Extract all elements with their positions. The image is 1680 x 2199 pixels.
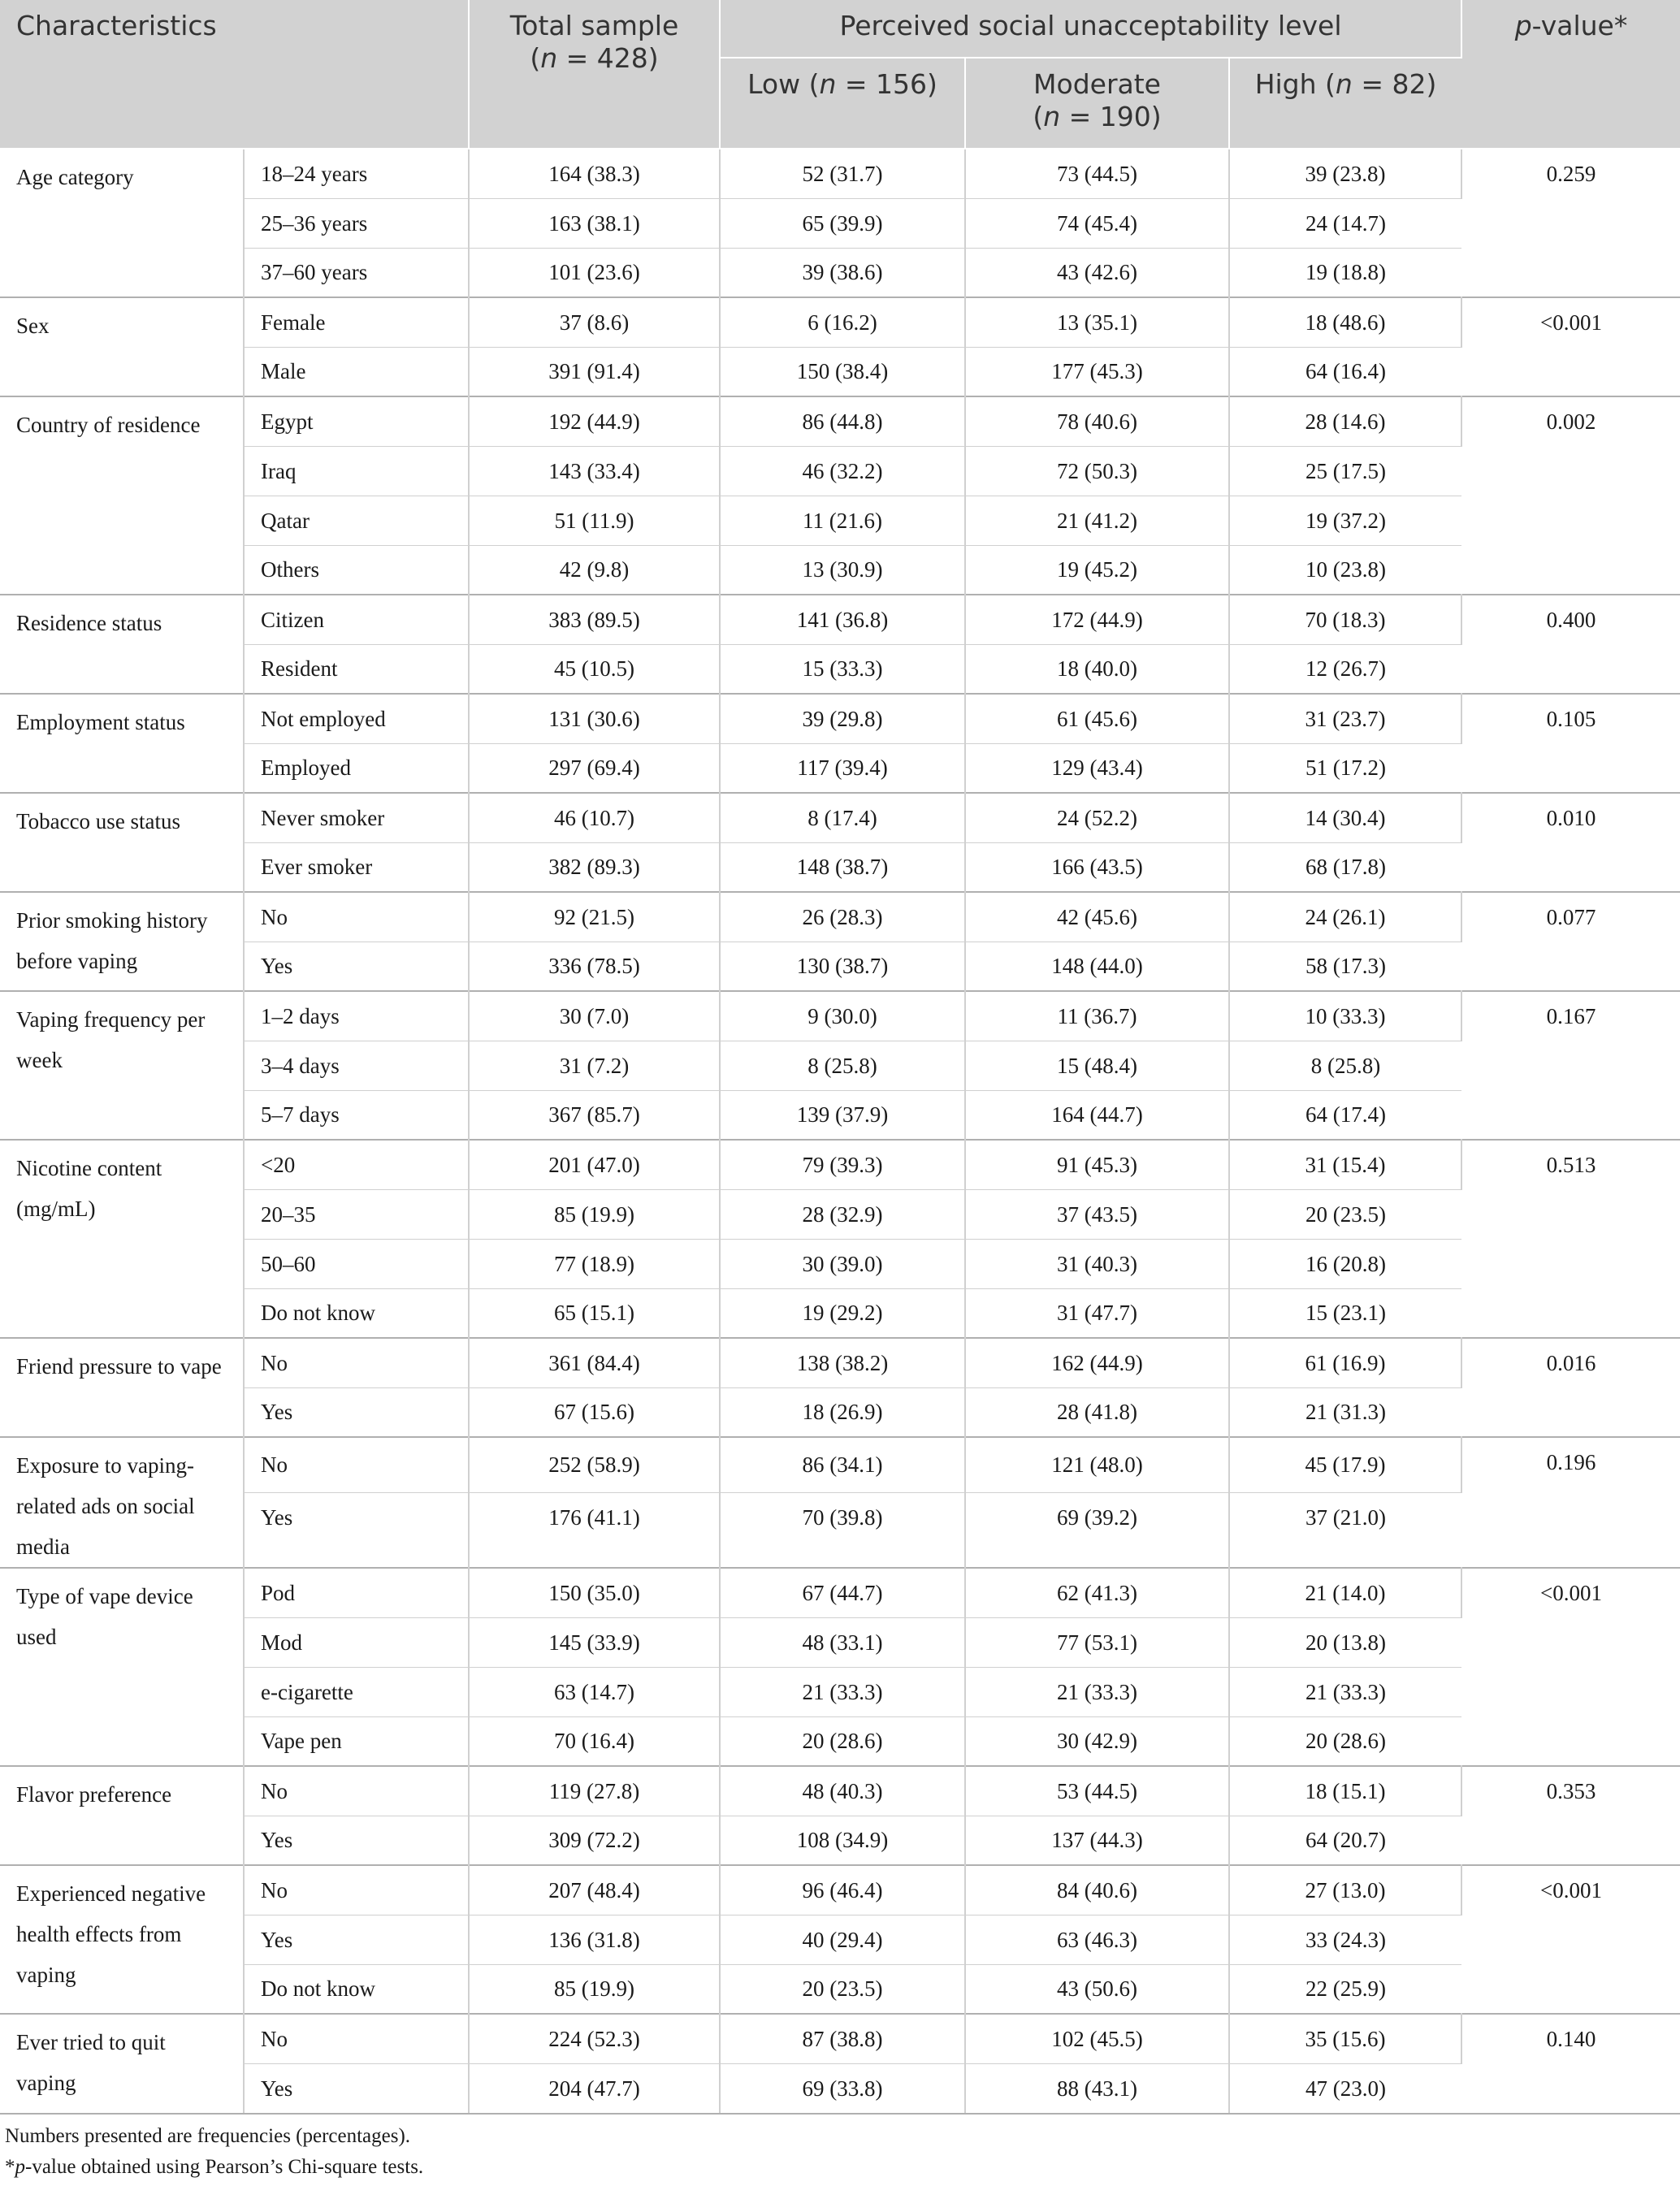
cell-level: Male <box>244 347 469 396</box>
cell-moderate: 63 (46.3) <box>965 1915 1229 1964</box>
table-row <box>0 1437 1680 1492</box>
cell-total: 45 (10.5) <box>469 644 720 694</box>
cell-moderate: 162 (44.9) <box>965 1338 1229 1387</box>
cell-moderate: 164 (44.7) <box>965 1090 1229 1140</box>
cell-moderate: 19 (45.2) <box>965 545 1229 595</box>
characteristic-label: Employment status <box>0 694 244 793</box>
cell-low: 39 (38.6) <box>720 248 965 297</box>
cell-moderate: 137 (44.3) <box>965 1816 1229 1865</box>
cell-moderate: 91 (45.3) <box>965 1140 1229 1189</box>
cell-moderate: 11 (36.7) <box>965 991 1229 1041</box>
table-row <box>0 1667 1680 1716</box>
cell-high: 64 (16.4) <box>1229 347 1461 396</box>
p-value: 0.167 <box>1461 991 1680 1140</box>
table-row <box>0 1766 1680 1816</box>
cell-level: Egypt <box>244 396 469 446</box>
cell-high: 12 (26.7) <box>1229 644 1461 694</box>
p-value: 0.016 <box>1461 1338 1680 1437</box>
cell-total: 85 (19.9) <box>469 1189 720 1239</box>
cell-moderate: 69 (39.2) <box>965 1492 1229 1568</box>
cell-total: 164 (38.3) <box>469 149 720 198</box>
table-row <box>0 1492 1680 1568</box>
cell-high: 31 (23.7) <box>1229 694 1461 743</box>
cell-high: 10 (23.8) <box>1229 545 1461 595</box>
cell-level: Ever smoker <box>244 842 469 892</box>
cell-low: 48 (40.3) <box>720 1766 965 1816</box>
characteristic-label: Age category <box>0 149 244 297</box>
cell-low: 6 (16.2) <box>720 297 965 347</box>
cell-low: 86 (34.1) <box>720 1437 965 1492</box>
cell-total: 143 (33.4) <box>469 446 720 496</box>
cell-low: 8 (17.4) <box>720 793 965 842</box>
cell-high: 10 (33.3) <box>1229 991 1461 1041</box>
cell-moderate: 148 (44.0) <box>965 942 1229 991</box>
cell-high: 31 (15.4) <box>1229 1140 1461 1189</box>
table-row <box>0 1568 1680 1617</box>
cell-total: 101 (23.6) <box>469 248 720 297</box>
cell-level: Pod <box>244 1568 469 1617</box>
cell-level: Not employed <box>244 694 469 743</box>
cell-high: 16 (20.8) <box>1229 1239 1461 1288</box>
header-low: Low (n = 156) <box>720 58 965 149</box>
cell-low: 141 (36.8) <box>720 595 965 644</box>
characteristic-label: Ever tried to quit vaping <box>0 2014 244 2113</box>
cell-level: Vape pen <box>244 1716 469 1766</box>
cell-level: Mod <box>244 1617 469 1667</box>
cell-high: 45 (17.9) <box>1229 1437 1461 1492</box>
cell-high: 18 (48.6) <box>1229 297 1461 347</box>
cell-moderate: 88 (43.1) <box>965 2063 1229 2113</box>
cell-moderate: 121 (48.0) <box>965 1437 1229 1492</box>
cell-total: 361 (84.4) <box>469 1338 720 1387</box>
header-high: High (n = 82) <box>1229 58 1461 149</box>
p-value: 0.105 <box>1461 694 1680 793</box>
cell-low: 70 (39.8) <box>720 1492 965 1568</box>
cell-total: 150 (35.0) <box>469 1568 720 1617</box>
cell-total: 30 (7.0) <box>469 991 720 1041</box>
cell-level: Others <box>244 545 469 595</box>
characteristic-label: Prior smoking history before vaping <box>0 892 244 991</box>
cell-moderate: 28 (41.8) <box>965 1387 1229 1437</box>
cell-high: 28 (14.6) <box>1229 396 1461 446</box>
cell-low: 52 (31.7) <box>720 149 965 198</box>
cell-total: 131 (30.6) <box>469 694 720 743</box>
cell-moderate: 73 (44.5) <box>965 149 1229 198</box>
table-row <box>0 1915 1680 1964</box>
cell-level: 25–36 years <box>244 198 469 248</box>
cell-low: 96 (46.4) <box>720 1865 965 1915</box>
cell-low: 117 (39.4) <box>720 743 965 793</box>
table-row <box>0 1288 1680 1338</box>
cell-low: 8 (25.8) <box>720 1041 965 1090</box>
table-row <box>0 396 1680 446</box>
table-row <box>0 1617 1680 1667</box>
table-row <box>0 1239 1680 1288</box>
cell-level: Yes <box>244 1387 469 1437</box>
cell-low: 86 (44.8) <box>720 396 965 446</box>
cell-low: 130 (38.7) <box>720 942 965 991</box>
p-value: 0.196 <box>1461 1437 1680 1568</box>
cell-moderate: 72 (50.3) <box>965 446 1229 496</box>
cell-total: 207 (48.4) <box>469 1865 720 1915</box>
table-row <box>0 2014 1680 2063</box>
cell-low: 108 (34.9) <box>720 1816 965 1865</box>
cell-moderate: 31 (40.3) <box>965 1239 1229 1288</box>
table-row <box>0 694 1680 743</box>
p-value: 0.400 <box>1461 595 1680 694</box>
cell-moderate: 84 (40.6) <box>965 1865 1229 1915</box>
table-row <box>0 1865 1680 1915</box>
characteristic-label: Vaping frequency per week <box>0 991 244 1140</box>
p-value: <0.001 <box>1461 1568 1680 1766</box>
header-total-label: Total sample <box>509 10 679 41</box>
cell-moderate: 18 (40.0) <box>965 644 1229 694</box>
p-value: <0.001 <box>1461 297 1680 396</box>
cell-low: 148 (38.7) <box>720 842 965 892</box>
cell-level: No <box>244 2014 469 2063</box>
cell-level: Never smoker <box>244 793 469 842</box>
cell-level: 3–4 days <box>244 1041 469 1090</box>
cell-total: 309 (72.2) <box>469 1816 720 1865</box>
cell-moderate: 166 (43.5) <box>965 842 1229 892</box>
cell-low: 39 (29.8) <box>720 694 965 743</box>
cell-total: 67 (15.6) <box>469 1387 720 1437</box>
cell-level: Yes <box>244 1816 469 1865</box>
table-row <box>0 644 1680 694</box>
cell-high: 61 (16.9) <box>1229 1338 1461 1387</box>
cell-moderate: 53 (44.5) <box>965 1766 1229 1816</box>
cell-high: 20 (28.6) <box>1229 1716 1461 1766</box>
characteristic-label: Experienced negative health effects from vaping <box>0 1865 244 2014</box>
table-row <box>0 743 1680 793</box>
cell-low: 18 (26.9) <box>720 1387 965 1437</box>
cell-moderate: 30 (42.9) <box>965 1716 1229 1766</box>
cell-moderate: 61 (45.6) <box>965 694 1229 743</box>
cell-low: 20 (28.6) <box>720 1716 965 1766</box>
cell-low: 13 (30.9) <box>720 545 965 595</box>
header-total-sample: Total sample (n = 428) <box>469 0 720 149</box>
table-row <box>0 2063 1680 2113</box>
table-row <box>0 198 1680 248</box>
cell-low: 21 (33.3) <box>720 1667 965 1716</box>
table-row <box>0 149 1680 198</box>
cell-high: 21 (31.3) <box>1229 1387 1461 1437</box>
cell-total: 119 (27.8) <box>469 1766 720 1816</box>
header-group-label: Perceived social unacceptability level <box>720 0 1461 58</box>
table-row <box>0 892 1680 942</box>
cell-low: 138 (38.2) <box>720 1338 965 1387</box>
cell-low: 11 (21.6) <box>720 496 965 545</box>
cell-high: 21 (33.3) <box>1229 1667 1461 1716</box>
cell-level: Citizen <box>244 595 469 644</box>
cell-level: Iraq <box>244 446 469 496</box>
cell-level: Do not know <box>244 1964 469 2014</box>
p-value: 0.140 <box>1461 2014 1680 2113</box>
p-value: 0.353 <box>1461 1766 1680 1865</box>
cell-level: Do not know <box>244 1288 469 1338</box>
characteristic-label: Nicotine content (mg/mL) <box>0 1140 244 1338</box>
cell-total: 176 (41.1) <box>469 1492 720 1568</box>
cell-low: 9 (30.0) <box>720 991 965 1041</box>
cell-high: 19 (37.2) <box>1229 496 1461 545</box>
cell-high: 20 (23.5) <box>1229 1189 1461 1239</box>
cell-level: Yes <box>244 942 469 991</box>
cell-high: 20 (13.8) <box>1229 1617 1461 1667</box>
footnotes <box>0 2113 1680 2183</box>
cell-level: 1–2 days <box>244 991 469 1041</box>
cell-level: Female <box>244 297 469 347</box>
cell-low: 65 (39.9) <box>720 198 965 248</box>
cell-low: 19 (29.2) <box>720 1288 965 1338</box>
cell-level: 5–7 days <box>244 1090 469 1140</box>
cell-level: 50–60 <box>244 1239 469 1288</box>
cell-high: 25 (17.5) <box>1229 446 1461 496</box>
cell-moderate: 78 (40.6) <box>965 396 1229 446</box>
table-row <box>0 942 1680 991</box>
cell-level: No <box>244 1338 469 1387</box>
cell-high: 58 (17.3) <box>1229 942 1461 991</box>
cell-high: 37 (21.0) <box>1229 1492 1461 1568</box>
table-body <box>0 149 1680 2113</box>
cell-low: 20 (23.5) <box>720 1964 965 2014</box>
characteristic-label: Flavor preference <box>0 1766 244 1865</box>
table-row <box>0 496 1680 545</box>
cell-moderate: 172 (44.9) <box>965 595 1229 644</box>
cell-level: No <box>244 1766 469 1816</box>
cell-total: 204 (47.7) <box>469 2063 720 2113</box>
cell-high: 68 (17.8) <box>1229 842 1461 892</box>
p-value: 0.010 <box>1461 793 1680 892</box>
cell-moderate: 24 (52.2) <box>965 793 1229 842</box>
table-row <box>0 1140 1680 1189</box>
table-row <box>0 446 1680 496</box>
cell-high: 15 (23.1) <box>1229 1288 1461 1338</box>
table-row <box>0 1387 1680 1437</box>
characteristic-label: Friend pressure to vape <box>0 1338 244 1437</box>
cell-total: 336 (78.5) <box>469 942 720 991</box>
cell-total: 77 (18.9) <box>469 1239 720 1288</box>
cell-high: 70 (18.3) <box>1229 595 1461 644</box>
cell-total: 367 (85.7) <box>469 1090 720 1140</box>
cell-low: 30 (39.0) <box>720 1239 965 1288</box>
cell-moderate: 13 (35.1) <box>965 297 1229 347</box>
cell-low: 87 (38.8) <box>720 2014 965 2063</box>
characteristic-label: Residence status <box>0 595 244 694</box>
cell-high: 22 (25.9) <box>1229 1964 1461 2014</box>
cell-low: 40 (29.4) <box>720 1915 965 1964</box>
cell-total: 163 (38.1) <box>469 198 720 248</box>
cell-moderate: 21 (33.3) <box>965 1667 1229 1716</box>
cell-low: 79 (39.3) <box>720 1140 965 1189</box>
table-row <box>0 793 1680 842</box>
cell-moderate: 177 (45.3) <box>965 347 1229 396</box>
cell-low: 48 (33.1) <box>720 1617 965 1667</box>
cell-total: 70 (16.4) <box>469 1716 720 1766</box>
cell-total: 65 (15.1) <box>469 1288 720 1338</box>
cell-moderate: 62 (41.3) <box>965 1568 1229 1617</box>
header-moderate: Moderate (n = 190) <box>965 58 1229 149</box>
cell-level: 20–35 <box>244 1189 469 1239</box>
cell-high: 64 (20.7) <box>1229 1816 1461 1865</box>
cell-level: Yes <box>244 1915 469 1964</box>
cell-moderate: 15 (48.4) <box>965 1041 1229 1090</box>
cell-total: 252 (58.9) <box>469 1437 720 1492</box>
cell-low: 26 (28.3) <box>720 892 965 942</box>
p-value: 0.077 <box>1461 892 1680 991</box>
cell-moderate: 37 (43.5) <box>965 1189 1229 1239</box>
cell-level: Yes <box>244 2063 469 2113</box>
cell-total: 391 (91.4) <box>469 347 720 396</box>
cell-moderate: 77 (53.1) <box>965 1617 1229 1667</box>
table-row <box>0 1716 1680 1766</box>
table-row <box>0 595 1680 644</box>
cell-high: 35 (15.6) <box>1229 2014 1461 2063</box>
characteristic-label: Country of residence <box>0 396 244 595</box>
cell-moderate: 42 (45.6) <box>965 892 1229 942</box>
cell-low: 15 (33.3) <box>720 644 965 694</box>
cell-total: 297 (69.4) <box>469 743 720 793</box>
cell-moderate: 43 (50.6) <box>965 1964 1229 2014</box>
p-value: 0.002 <box>1461 396 1680 595</box>
cell-total: 42 (9.8) <box>469 545 720 595</box>
cell-total: 37 (8.6) <box>469 297 720 347</box>
cell-high: 8 (25.8) <box>1229 1041 1461 1090</box>
table-row <box>0 1090 1680 1140</box>
table-row <box>0 297 1680 347</box>
cell-level: Employed <box>244 743 469 793</box>
cell-total: 201 (47.0) <box>469 1140 720 1189</box>
footnote-1: Numbers presented are frequencies (percentages). <box>5 2125 411 2147</box>
cell-low: 28 (32.9) <box>720 1189 965 1239</box>
characteristic-label: Tobacco use status <box>0 793 244 892</box>
table-row <box>0 1041 1680 1090</box>
table-row <box>0 842 1680 892</box>
table-row <box>0 1338 1680 1387</box>
cell-moderate: 74 (45.4) <box>965 198 1229 248</box>
footnote-2: *p-value obtained using Pearson’s Chi-square tests. <box>5 2156 424 2178</box>
cell-high: 64 (17.4) <box>1229 1090 1461 1140</box>
cell-moderate: 21 (41.2) <box>965 496 1229 545</box>
cell-total: 92 (21.5) <box>469 892 720 942</box>
characteristic-label: Type of vape device used <box>0 1568 244 1766</box>
cell-level: No <box>244 892 469 942</box>
table-row <box>0 347 1680 396</box>
cell-level: Resident <box>244 644 469 694</box>
cell-level: 37–60 years <box>244 248 469 297</box>
cell-high: 27 (13.0) <box>1229 1865 1461 1915</box>
table-row <box>0 545 1680 595</box>
header-characteristics: Characteristics <box>0 0 469 149</box>
cell-level: 18–24 years <box>244 149 469 198</box>
table-row <box>0 1964 1680 2014</box>
characteristic-label: Exposure to vaping-related ads on social media <box>0 1437 244 1568</box>
characteristic-label: Sex <box>0 297 244 396</box>
cell-high: 19 (18.8) <box>1229 248 1461 297</box>
cell-high: 14 (30.4) <box>1229 793 1461 842</box>
cell-total: 382 (89.3) <box>469 842 720 892</box>
cell-moderate: 31 (47.7) <box>965 1288 1229 1338</box>
cell-low: 69 (33.8) <box>720 2063 965 2113</box>
cell-total: 31 (7.2) <box>469 1041 720 1090</box>
table-row <box>0 1816 1680 1865</box>
cell-total: 383 (89.5) <box>469 595 720 644</box>
cell-high: 51 (17.2) <box>1229 743 1461 793</box>
cell-level: Yes <box>244 1492 469 1568</box>
table-row <box>0 991 1680 1041</box>
cell-level: <20 <box>244 1140 469 1189</box>
cell-total: 192 (44.9) <box>469 396 720 446</box>
cell-high: 24 (14.7) <box>1229 198 1461 248</box>
cell-total: 136 (31.8) <box>469 1915 720 1964</box>
table-row <box>0 248 1680 297</box>
cell-high: 33 (24.3) <box>1229 1915 1461 1964</box>
cell-low: 46 (32.2) <box>720 446 965 496</box>
table-row <box>0 1189 1680 1239</box>
cell-low: 67 (44.7) <box>720 1568 965 1617</box>
cell-level: e-cigarette <box>244 1667 469 1716</box>
cell-high: 24 (26.1) <box>1229 892 1461 942</box>
cell-low: 150 (38.4) <box>720 347 965 396</box>
cell-level: Qatar <box>244 496 469 545</box>
cell-total: 63 (14.7) <box>469 1667 720 1716</box>
cell-moderate: 43 (42.6) <box>965 248 1229 297</box>
cell-high: 39 (23.8) <box>1229 149 1461 198</box>
cell-high: 47 (23.0) <box>1229 2063 1461 2113</box>
cell-level: No <box>244 1865 469 1915</box>
cell-total: 224 (52.3) <box>469 2014 720 2063</box>
p-value: 0.513 <box>1461 1140 1680 1338</box>
p-value: <0.001 <box>1461 1865 1680 2014</box>
cell-moderate: 129 (43.4) <box>965 743 1229 793</box>
cell-total: 46 (10.7) <box>469 793 720 842</box>
cell-total: 51 (11.9) <box>469 496 720 545</box>
cell-moderate: 102 (45.5) <box>965 2014 1229 2063</box>
cell-total: 145 (33.9) <box>469 1617 720 1667</box>
cell-high: 21 (14.0) <box>1229 1568 1461 1617</box>
cell-high: 18 (15.1) <box>1229 1766 1461 1816</box>
cell-total: 85 (19.9) <box>469 1964 720 2014</box>
p-value: 0.259 <box>1461 149 1680 297</box>
cell-level: No <box>244 1437 469 1492</box>
header-pvalue: p-value* <box>1461 0 1680 149</box>
cell-low: 139 (37.9) <box>720 1090 965 1140</box>
